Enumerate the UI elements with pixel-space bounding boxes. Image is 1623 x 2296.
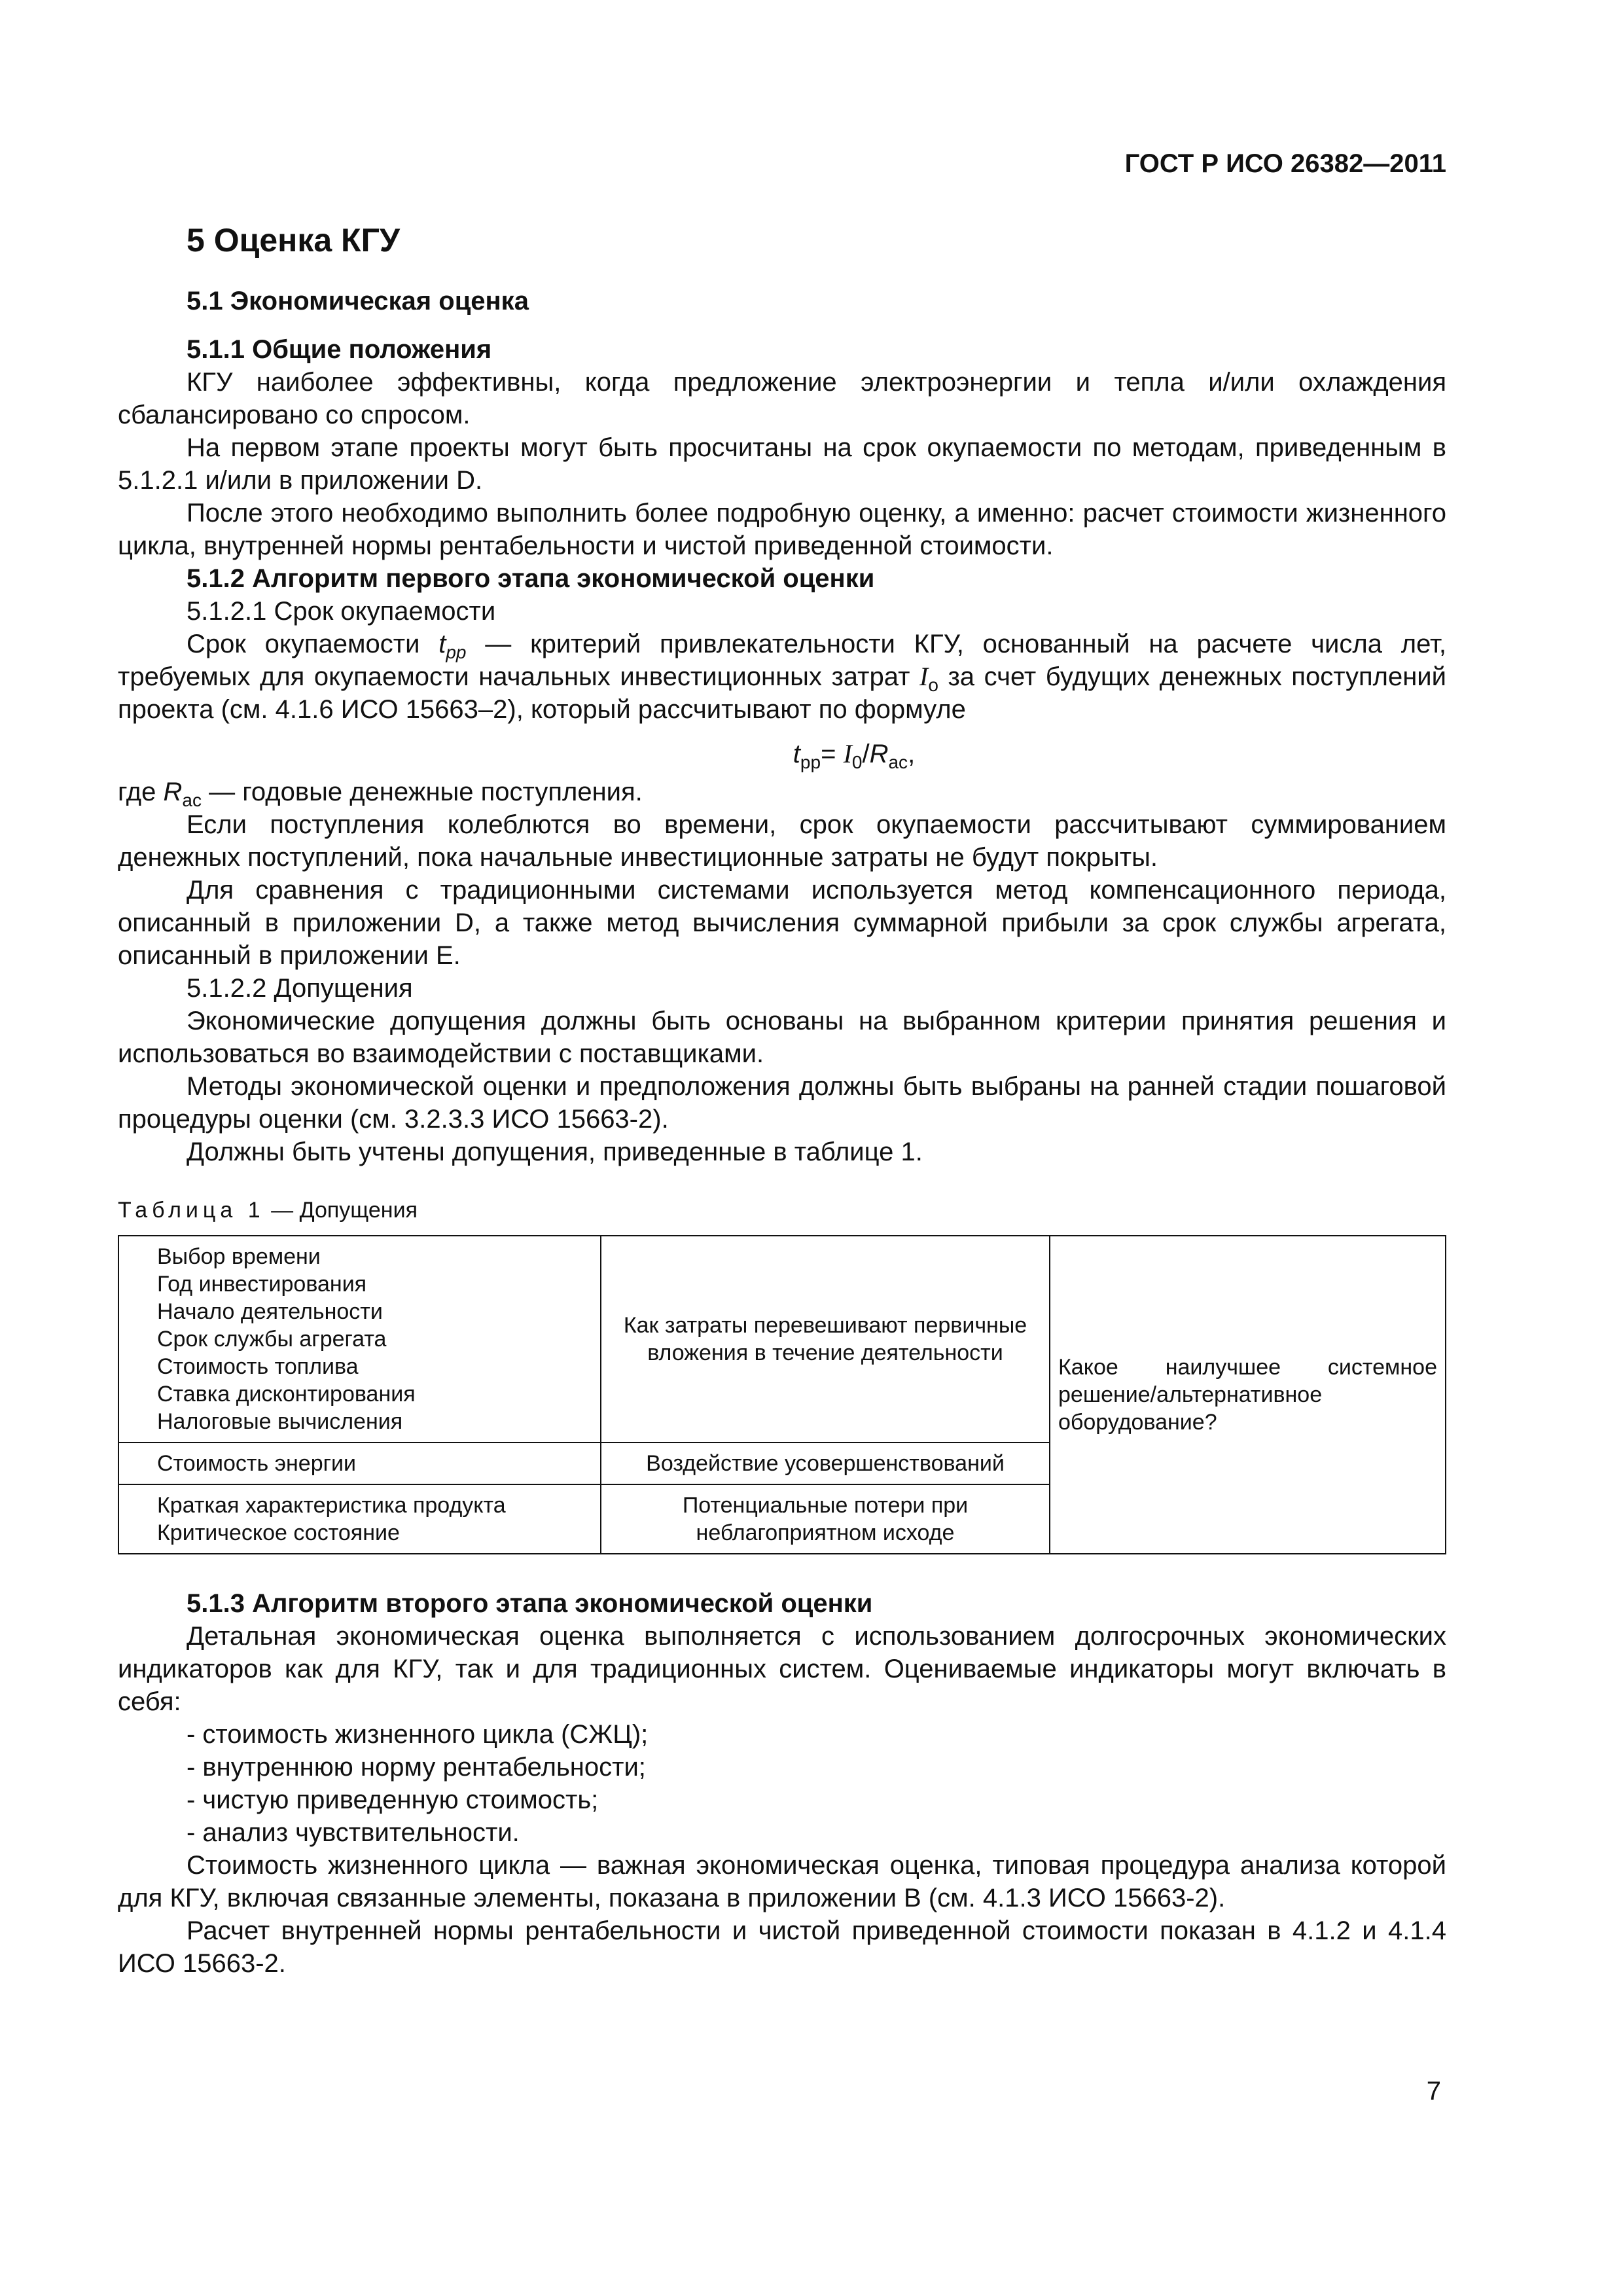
table-row [118, 1236, 1446, 1443]
table-cell: Выбор времени Год инвестирования Начало деятельности Срок службы агрегата Стоимость топлива Ставка дисконтирования Налоговые вычисления [118, 1236, 601, 1443]
paragraph: На первом этапе проекты могут быть просчитаны на срок окупаемости по методам, приведенным в 5.1.2.1 и/или в приложении D. [118, 433, 1446, 495]
document-header: ГОСТ Р ИСО 26382—2011 [1124, 149, 1446, 178]
table-cell: Как затраты перевешивают первичные вложения в течение деятельности [601, 1236, 1050, 1443]
subsection-title-5-1-3: 5.1.3 Алгоритм второго этапа экономической оценки [187, 1589, 873, 1618]
list-item: - внутреннюю норму рентабельности; [187, 1753, 646, 1782]
paragraph: Детальная экономическая оценка выполняется с использованием долгосрочных экономических индикаторов как для КГУ, так и для традиционных систем. Оцениваемые индикаторы могут включать в себя: [118, 1622, 1446, 1716]
page-number: 7 [1426, 2077, 1441, 2106]
list-item: - стоимость жизненного цикла (СЖЦ); [187, 1720, 649, 1749]
subsection-title-5-1: 5.1 Экономическая оценка [187, 287, 529, 315]
list-item: - чистую приведенную стоимость; [187, 1785, 599, 1814]
payback-formula: $t_{pp}= I_0/R_{ac}$, [793, 739, 916, 772]
paragraph: Для сравнения с традиционными системами используется метод компенсационного периода, описанный в приложении D, а также метод вычисления суммарной прибыли за срок службы агрегата, описанный в приложении E. [118, 876, 1446, 970]
table-cell: Стоимость энергии [118, 1443, 601, 1484]
paragraph: Стоимость жизненного цикла — важная экономическая оценка, типовая процедура анализа которой для КГУ, включая связанные элементы, показана в приложении B (см. 4.1.3 ИСО 15663-2). [118, 1851, 1446, 1912]
paragraph: Методы экономической оценки и предположения должны быть выбраны на ранней стадии пошаговой процедуры оценки (см. 3.2.3.3 ИСО 15663-2). [118, 1072, 1446, 1134]
subsection-title-5-1-2: 5.1.2 Алгоритм первого этапа экономической оценки [187, 564, 875, 593]
page-content [118, 219, 1446, 1980]
payback-definition-paragraph: Срок окупаемости $t_{pp}$ — критерий привлекательности КГУ, основанный на расчете числа лет, требуемых для окупаемости начальных инвестиционных затрат $I_o$ за счет будущих денежных поступлений проекта (см. 4.1.6 ИСО 15663–2), который рассчитывают по формуле [118, 630, 1446, 724]
paragraph: Должны быть учтены допущения, приведенные в таблице 1. [187, 1138, 923, 1166]
paragraph: После этого необходимо выполнить более подробную оценку, а именно: расчет стоимости жизненного цикла, внутренней нормы рентабельности и чистой приведенной стоимости. [118, 499, 1446, 560]
table-cell: Краткая характеристика продукта Критическое состояние [118, 1484, 601, 1554]
section-title: 5 Оценка КГУ [187, 222, 401, 259]
clause-title-5-1-2-2: 5.1.2.2 Допущения [187, 974, 413, 1003]
formula-explanation: где $R_{ac}$ — годовые денежные поступления. [118, 778, 643, 810]
table-cell: Потенциальные потери при неблагоприятном исходе [601, 1484, 1050, 1554]
paragraph: Экономические допущения должны быть основаны на выбранном критерии принятия решения и использоваться во взаимодействии с поставщиками. [118, 1007, 1446, 1068]
table-cell: Какое наилучшее системное решение/альтернативное оборудование? [1050, 1236, 1446, 1554]
paragraph: Если поступления колеблются во времени, срок окупаемости рассчитывают суммированием денежных поступлений, пока начальные инвестиционные затраты не будут покрыты. [118, 810, 1446, 872]
table-caption: Таблица 1 — Допущения [118, 1198, 418, 1223]
paragraph: КГУ наиболее эффективны, когда предложение электроэнергии и тепла и/или охлаждения сбалансировано со спросом. [118, 368, 1446, 429]
table-cell: Воздействие усовершенствований [601, 1443, 1050, 1484]
list-item: - анализ чувствительности. [187, 1818, 520, 1847]
subsection-title-5-1-1: 5.1.1 Общие положения [187, 335, 492, 364]
assumptions-table [118, 1235, 1446, 1554]
clause-title-5-1-2-1: 5.1.2.1 Срок окупаемости [187, 597, 496, 626]
paragraph: Расчет внутренней нормы рентабельности и чистой приведенной стоимости показан в 4.1.2 и 4.1.4 ИСО 15663-2. [118, 1916, 1446, 1978]
